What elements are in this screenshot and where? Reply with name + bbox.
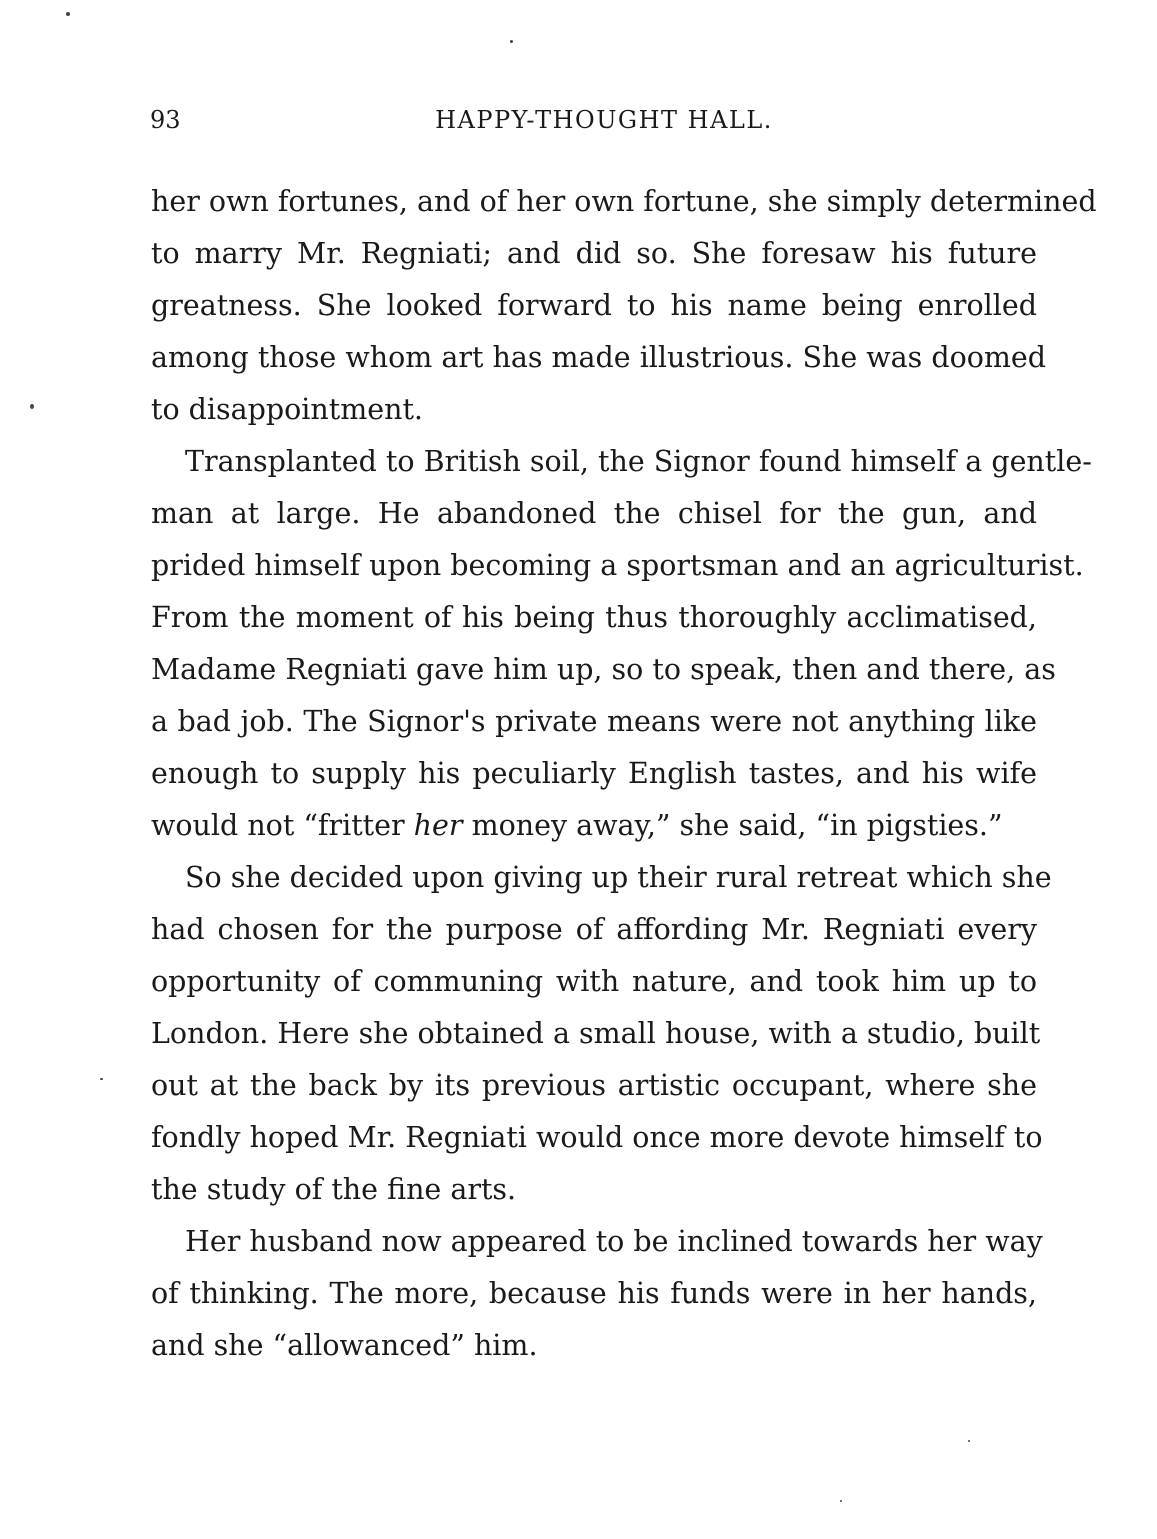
body-text [151,176,1097,1372]
page-number: 93 [150,106,181,134]
scan-speck [30,404,34,409]
text-line: prided himself upon becoming a sportsman and an agriculturist. [151,549,1084,582]
italic-word: her [413,809,463,842]
paragraph [151,852,1052,1216]
text-line: enough to supply his peculiarly English tastes, and his wife [151,757,1037,790]
text-line: London. Here she obtained a small house, with a studio, built [151,1017,1041,1050]
paragraph [151,1216,1043,1372]
text-fragment: money away,” she said, “in pigsties.” [462,809,1003,842]
text-line: her own fortunes, and of her own fortune, she simply determined [151,185,1097,218]
text-line [151,800,1037,852]
text-line-content: So she decided upon giving up their rural retreat which she [185,861,1052,894]
scan-speck [66,12,70,16]
text-line: and she “allowanced” him. [151,1329,538,1362]
text-line: the study of the fine arts. [151,1173,517,1206]
text-fragment: would not “fritter [151,809,414,842]
text-line: Madame Regniati gave him up, so to speak, then and there, as [151,653,1056,686]
running-title: HAPPY-THOUGHT HALL. [435,106,773,134]
text-line: greatness. She looked forward to his name being enrolled [151,289,1037,322]
text-line [151,1216,1043,1268]
text-line: a bad job. The Signor's private means were not anything like [151,705,1037,738]
running-head [150,100,1038,140]
scan-speck [840,1500,842,1502]
scan-speck [100,1078,103,1080]
scan-speck [510,40,513,43]
text-line [151,852,1052,904]
text-line: out at the back by its previous artistic occupant, where she [151,1069,1037,1102]
text-line-content: Her husband now appeared to be inclined towards her way [185,1225,1043,1258]
paragraph [151,436,1092,852]
text-line: man at large. He abandoned the chisel for the gun, and [151,497,1037,530]
text-line: to marry Mr. Regniati; and did so. She foresaw his future [151,237,1037,270]
text-line: among those whom art has made illustrious. She was doomed [151,341,1047,374]
text-line: of thinking. The more, because his funds were in her hands, [151,1277,1037,1310]
text-line: to disappointment. [151,393,423,426]
text-line [151,436,1092,488]
text-line: From the moment of his being thus thoroughly acclimatised, [151,601,1037,634]
paragraph [151,176,1097,436]
text-line: fondly hoped Mr. Regniati would once more devote himself to [151,1121,1043,1154]
text-line: had chosen for the purpose of affording Mr. Regniati every [151,913,1037,946]
text-line: opportunity of communing with nature, and took him up to [151,965,1037,998]
text-line-content: Transplanted to British soil, the Signor found himself a gentle- [185,445,1092,478]
scan-speck [968,1440,970,1442]
